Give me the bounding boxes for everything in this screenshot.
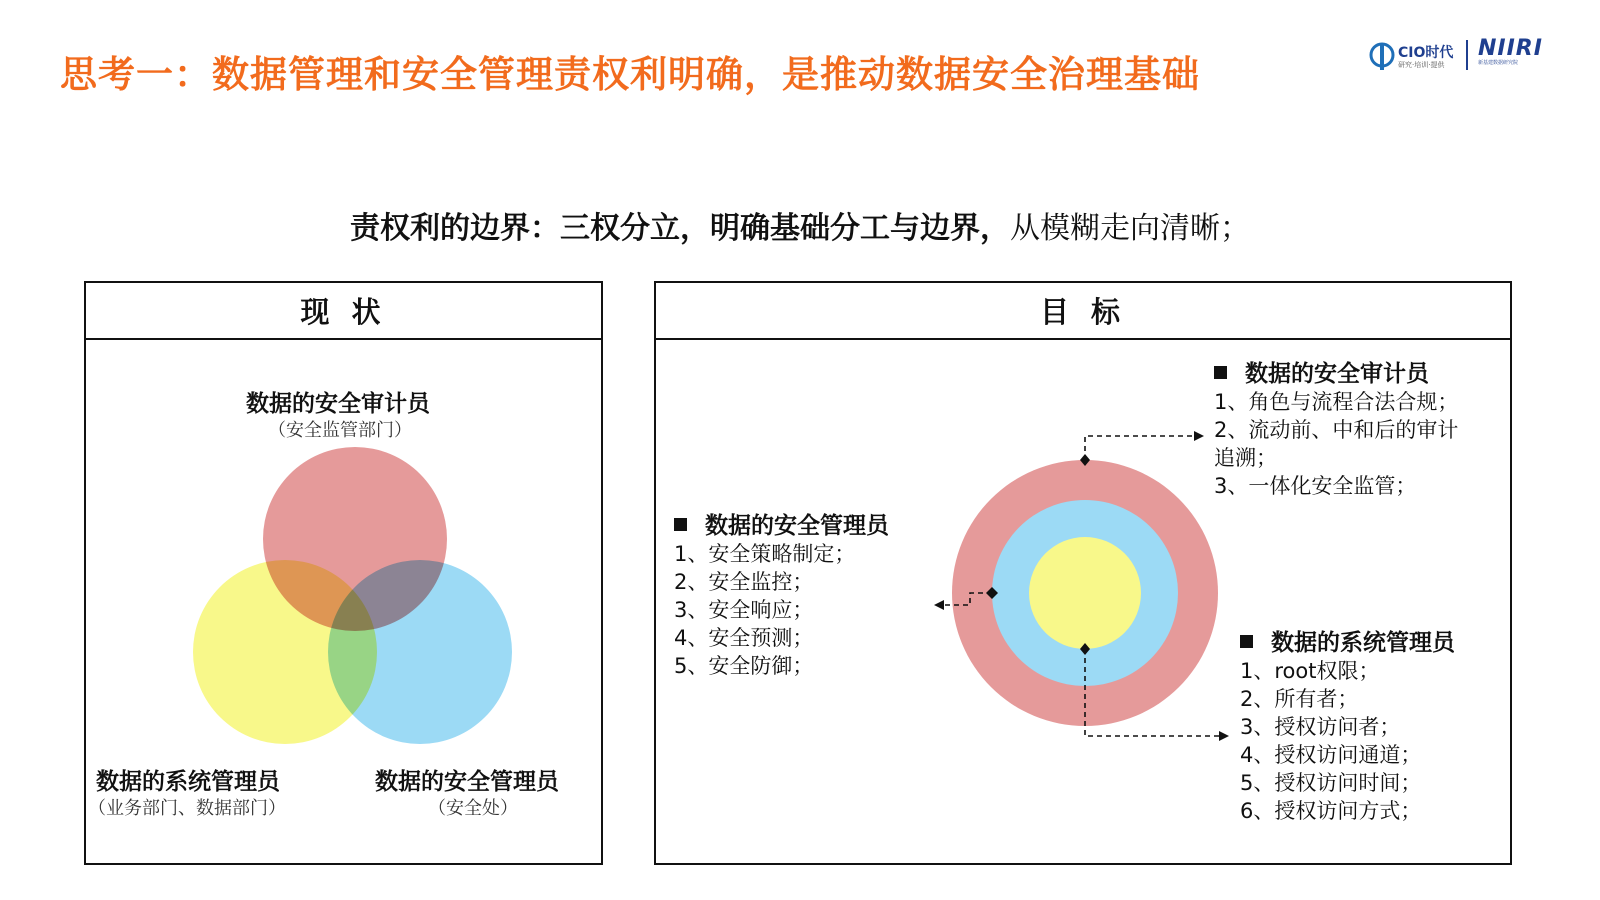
cio-logo-text: CIO时代 (1398, 45, 1454, 61)
venn-circle-security-admin (328, 560, 512, 744)
target-security-admin-title: 数据的安全管理员 (674, 507, 889, 540)
target-auditor-block (1214, 355, 1458, 500)
list-item: 4、授权访问通道； (1240, 743, 1422, 767)
slide-title: 思考一：数据管理和安全管理责权利明确，是推动数据安全治理基础 (60, 53, 1200, 96)
niiri-logo-subtext: 新基建数据研究院 (1478, 60, 1519, 66)
list-item: 2、安全监控； (674, 570, 814, 594)
target-security-admin-block (674, 507, 889, 680)
target-header: 目 标 (656, 283, 1510, 340)
venn-label-security-admin: 数据的安全管理员 (375, 769, 559, 795)
current-state-header: 现 状 (86, 283, 601, 340)
list-item: 2、所有者； (1240, 687, 1359, 711)
target-system-admin-block (1240, 624, 1455, 825)
list-item: 1、root权限； (1240, 659, 1380, 683)
list-item: 3、一体化安全监管； (1214, 474, 1417, 498)
cio-logo-tagline: 研究·培训·提供 (1398, 61, 1445, 69)
square-bullet-icon (674, 518, 687, 531)
venn-label-system-admin-dept: （业务部门、数据部门） (88, 798, 286, 819)
square-bullet-icon (1240, 635, 1253, 648)
list-item: 2、流动前、中和后的审计 (1214, 418, 1459, 442)
target-system-admin-title: 数据的系统管理员 (1240, 624, 1455, 657)
venn-label-auditor-dept: （安全监管部门） (268, 420, 412, 441)
venn-label-system-admin: 数据的系统管理员 (96, 769, 280, 795)
list-item: 3、安全响应； (674, 598, 814, 622)
list-item: 1、角色与流程合法合规； (1214, 390, 1459, 414)
venn-label-auditor: 数据的安全审计员 (246, 391, 430, 417)
list-item: 4、安全预测； (674, 626, 814, 650)
target-auditor-title: 数据的安全审计员 (1214, 355, 1458, 388)
list-item: 5、安全防御； (674, 654, 814, 678)
square-bullet-icon (1214, 366, 1227, 379)
list-item: 6、授权访问方式； (1240, 799, 1422, 823)
subtitle-bold-part: 责权利的边界：三权分立，明确基础分工与边界， (350, 211, 1010, 246)
subtitle-normal-part: 从模糊走向清晰； (1010, 211, 1250, 246)
list-item: 3、授权访问者； (1240, 715, 1401, 739)
list-item: 追溯； (1214, 446, 1277, 470)
venn-label-security-admin-dept: （安全处） (428, 798, 518, 819)
list-item: 5、授权访问时间； (1240, 771, 1422, 795)
list-item: 1、安全策略制定； (674, 542, 856, 566)
niiri-logo-text: NIIRI (1478, 36, 1543, 61)
